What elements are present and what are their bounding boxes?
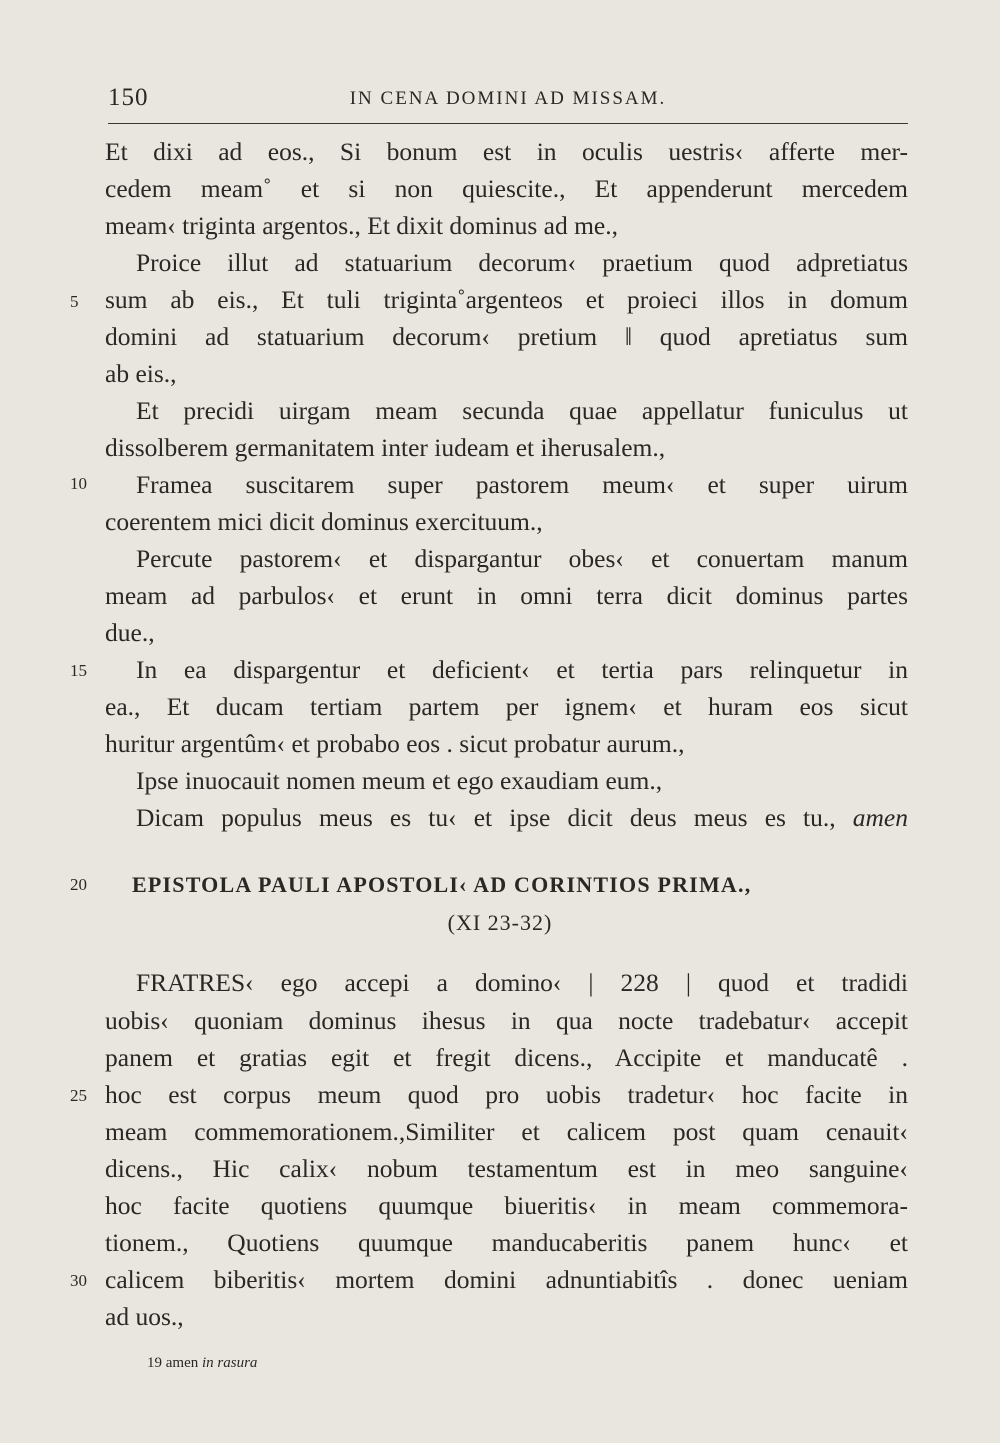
footnote-note: in rasura — [201, 1355, 258, 1371]
text-line: Proice illut ad statuarium decorum‹ praetium quod adpretiatus — [136, 248, 908, 277]
footnote — [147, 1355, 257, 1372]
epistle-reference: (XI 23-32) — [447, 910, 553, 935]
text-line: Percute pastorem‹ et dispargantur obes‹ et conuertam manum — [136, 544, 908, 573]
text-line: hoc facite quotiens quumque biueritis‹ in meam commemora- — [105, 1191, 908, 1220]
page-number: 150 — [108, 84, 149, 111]
text-line: Ipse inuocauit nomen meum et ego exaudiam eum., — [136, 766, 663, 795]
text-line: uobis‹ quoniam dominus ihesus in qua nocte tradebatur‹ accepit — [105, 1006, 908, 1035]
text-line: tionem., Quotiens quumque manducaberitis panem hunc‹ et — [105, 1228, 908, 1257]
line-number: 30 — [70, 1271, 87, 1290]
text-line: Framea suscitarem super pastorem meum‹ et super uirum — [136, 470, 908, 499]
text-line: FRATRES‹ ego accepi a domino‹ | 228 | quod et tradidi — [136, 968, 908, 997]
text-line: In ea dispargentur et deficient‹ et tertia pars relinquetur in — [136, 655, 908, 684]
amen-word: amen — [852, 803, 908, 832]
text-line: due., — [105, 618, 155, 647]
text-line: ea., Et ducam tertiam partem per ignem‹ et huram eos sicut — [105, 692, 908, 721]
text-line: huritur argentûm‹ et probabo eos . sicut probatur aurum., — [105, 729, 685, 758]
text-line: meam ad parbulos‹ et erunt in omni terra dicit dominus partes — [105, 581, 908, 610]
line-number: 15 — [70, 661, 87, 680]
text-line: domini ad statuarium decorum‹ pretium ‖ quod apretiatus sum — [105, 322, 908, 351]
line-number: 25 — [70, 1086, 87, 1105]
text-line: ab eis., — [105, 359, 177, 388]
text-line: meam commemorationem.,Similiter et calicem post quam cenauit‹ — [105, 1117, 908, 1146]
running-title: IN CENA DOMINI AD MISSAM. — [349, 88, 667, 109]
line-number: 20 — [70, 875, 87, 894]
text-line: meam‹ triginta argentos., Et dixit dominus ad me., — [105, 211, 618, 240]
text-line: Et dixi ad eos., Si bonum est in oculis uestris‹ afferte mer- — [105, 137, 908, 166]
text-line: hoc est corpus meum quod pro uobis tradetur‹ hoc facite in — [105, 1080, 908, 1109]
text-line: dicens., Hic calix‹ nobum testamentum est in meo sanguine‹ — [105, 1154, 908, 1183]
header-rule — [108, 123, 908, 124]
text-line: calicem biberitis‹ mortem domini adnuntiabitîs . donec ueniam — [105, 1265, 908, 1294]
text-line: panem et gratias egit et fregit dicens., Accipite et manducatê . — [105, 1043, 908, 1072]
text-line: ad uos., — [105, 1302, 184, 1331]
page-header — [108, 84, 908, 118]
text-line: dissolberem germanitatem inter iudeam et iherusalem., — [105, 433, 666, 462]
line-number: 5 — [70, 292, 79, 311]
text-line: Et precidi uirgam meam secunda quae appellatur funiculus ut — [136, 396, 908, 425]
text-line-body: Dicam populus meus es tu‹ et ipse dicit deus meus es tu., — [136, 803, 836, 832]
text-line: coerentem mici dicit dominus exercituum., — [105, 507, 543, 536]
footnote-text: 19 amen — [147, 1355, 199, 1371]
epistle-heading: EPISTOLA PAULI APOSTOLI‹ AD CORINTIOS PRIMA., — [132, 872, 752, 897]
text-line: sum ab eis., Et tuli triginta˚argenteos et proieci illos in domum — [105, 285, 908, 314]
line-number: 10 — [70, 474, 87, 493]
text-line — [136, 803, 908, 833]
text-line: cedem meam˚ et si non quiescite., Et appenderunt mercedem — [105, 174, 908, 203]
